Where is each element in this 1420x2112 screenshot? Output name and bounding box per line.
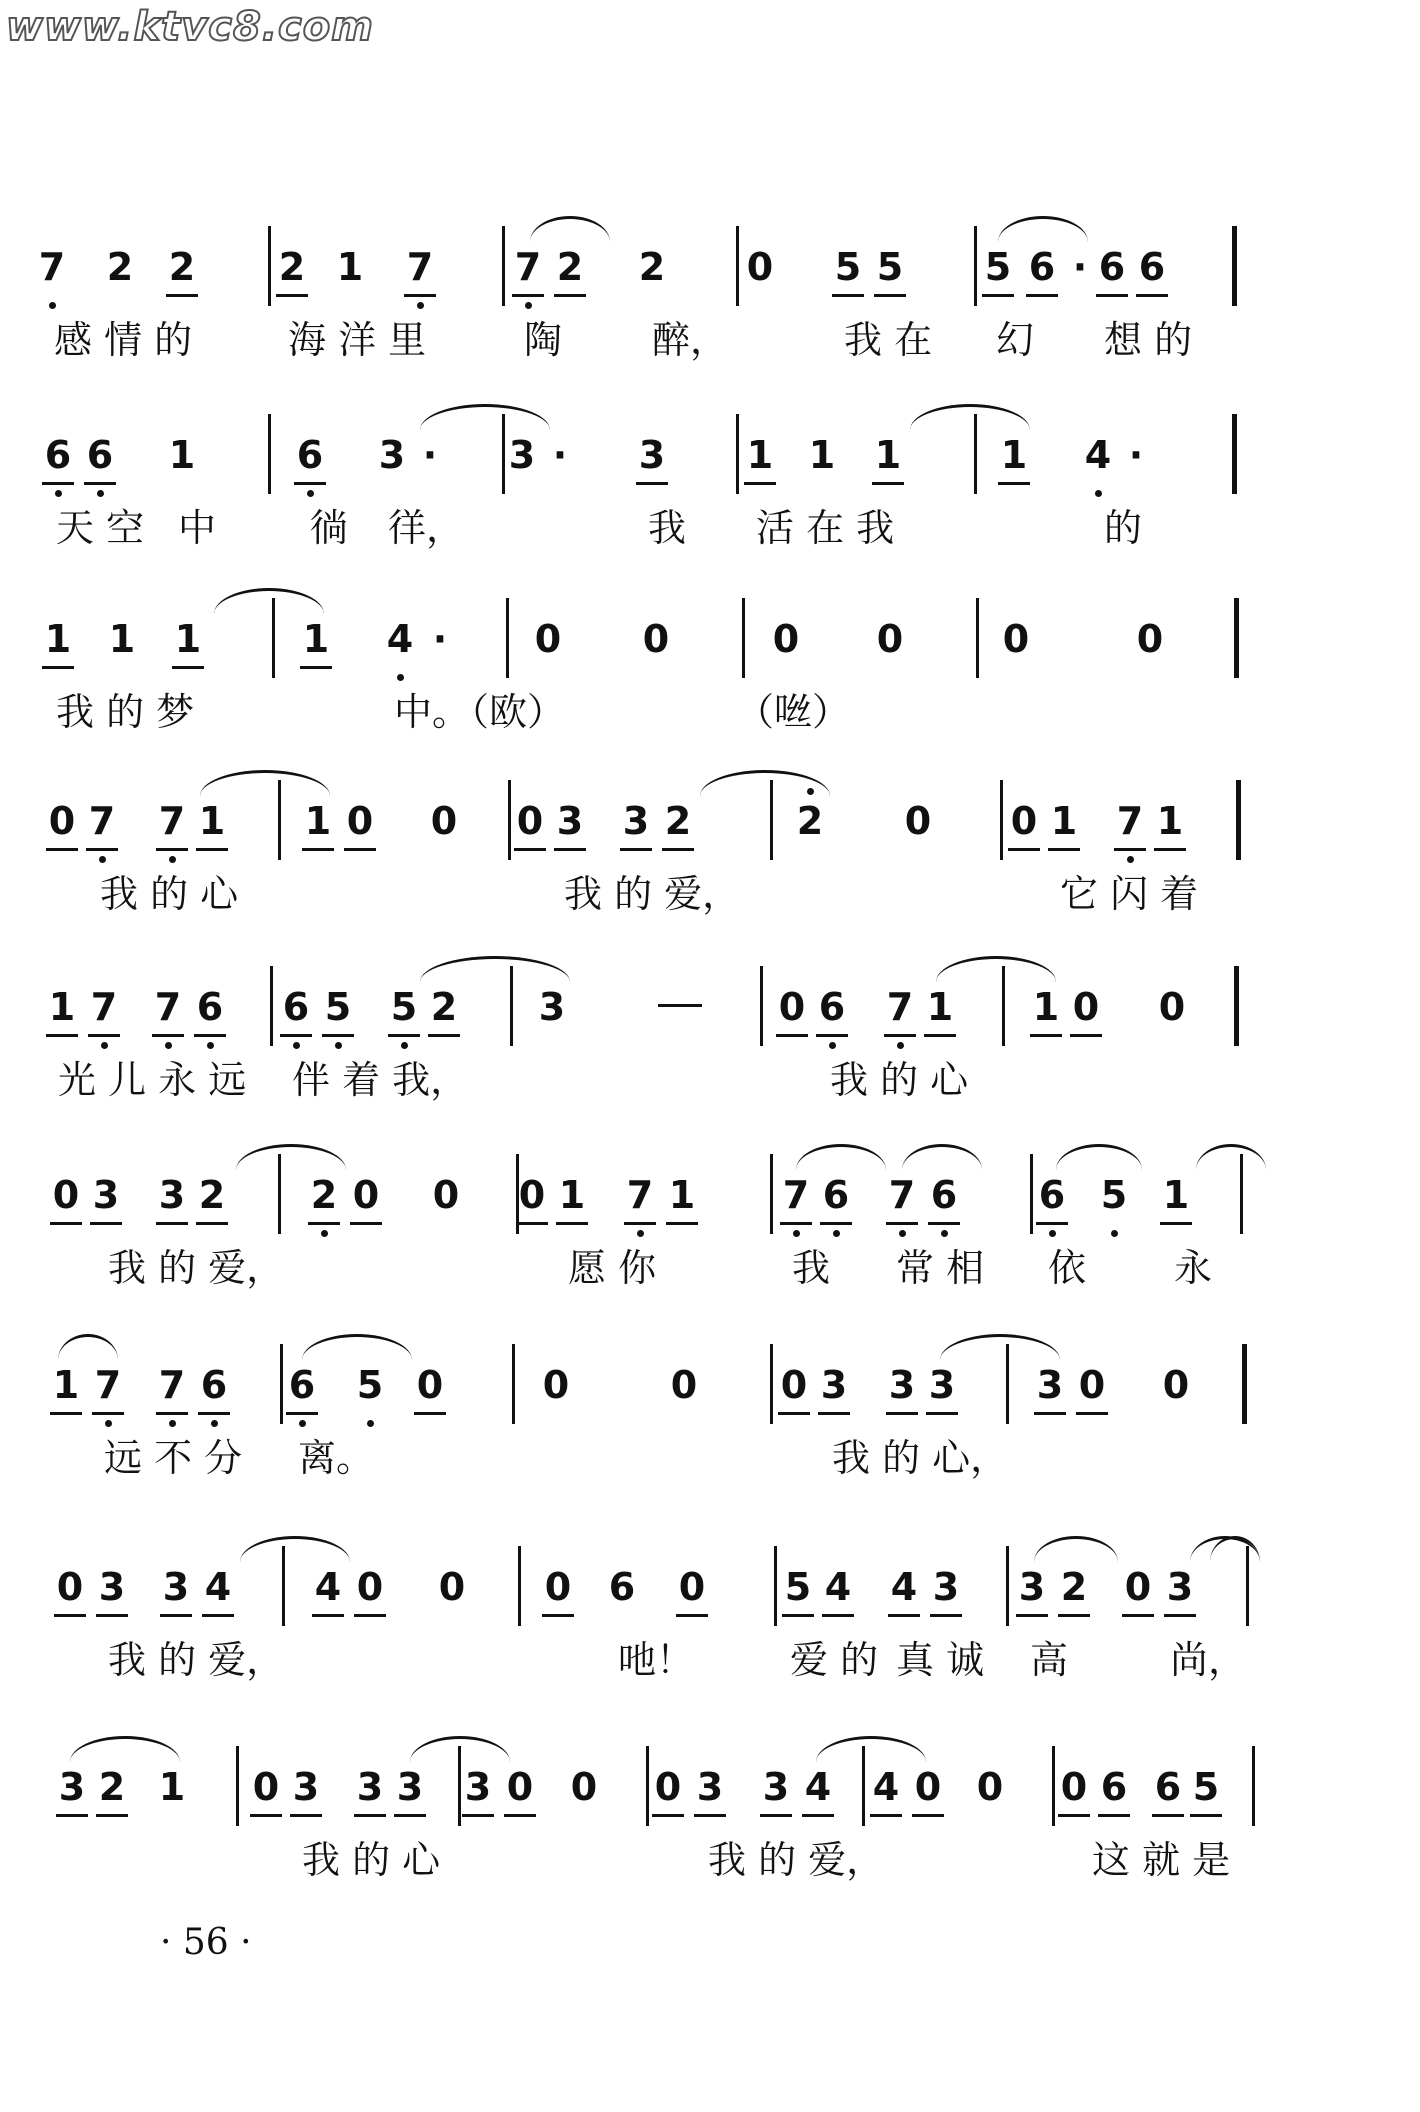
note: 0 <box>538 1562 578 1612</box>
note: 0 <box>430 799 458 843</box>
note: 1 <box>192 796 232 846</box>
notation-line <box>0 1360 1420 1430</box>
bar-line <box>1000 780 1003 860</box>
lyric-text: 我 <box>648 506 687 550</box>
augmentation-dot: · <box>422 433 438 477</box>
note: 6 <box>80 430 120 480</box>
note: 0 <box>340 796 380 846</box>
note: 3 <box>92 1562 132 1612</box>
note: 1 <box>168 433 196 477</box>
note: 6 <box>276 982 316 1032</box>
augmentation-dot: · <box>432 617 448 661</box>
lyric-text: 醉， <box>652 318 729 362</box>
lyrics-line <box>0 1830 1420 1890</box>
lyric-text: 中。（欧） <box>394 690 566 734</box>
note: 5 <box>778 1562 818 1612</box>
bar-line <box>974 226 977 306</box>
lyric-text: 高 <box>1030 1638 1069 1682</box>
lyric-text: 我 的 爱， <box>108 1246 285 1290</box>
note: 3 <box>156 1562 196 1612</box>
slur <box>998 216 1088 242</box>
slur <box>410 1736 510 1762</box>
lyric-text: 这 就 是 <box>1092 1838 1231 1882</box>
score-line <box>0 982 1420 1142</box>
note: 1 <box>38 614 78 664</box>
lyric-text: 我 的 心 <box>302 1838 441 1882</box>
note: 1 <box>808 433 836 477</box>
notation-line <box>0 430 1420 500</box>
note: 0 <box>1002 617 1030 661</box>
note: 6 <box>1094 1762 1134 1812</box>
slur <box>70 1736 180 1762</box>
note: 4 <box>198 1562 238 1612</box>
notation-line <box>0 614 1420 684</box>
lyric-text: 我 的 爱， <box>708 1838 885 1882</box>
lyric-text: 吔！ <box>618 1638 695 1682</box>
note: 3 <box>286 1762 326 1812</box>
note: 2 <box>106 245 134 289</box>
score-line <box>0 242 1420 402</box>
lyric-text: 感 情 的 <box>54 318 193 362</box>
lyric-text: 真 诚 <box>896 1638 985 1682</box>
note: 2 <box>162 242 202 292</box>
score-line <box>0 796 1420 956</box>
note: 1 <box>552 1170 592 1220</box>
note: 0 <box>672 1562 712 1612</box>
slur <box>236 1144 346 1170</box>
lyric-text: 我 的 梦 <box>56 690 195 734</box>
bar-line <box>742 598 745 678</box>
notation-line <box>0 982 1420 1052</box>
note: 5 <box>1186 1762 1226 1812</box>
lyric-text: 依 <box>1048 1246 1087 1290</box>
lyric-text: 光 儿 永 远 <box>58 1058 247 1102</box>
page-number: · 56 · <box>160 1922 252 1963</box>
note: 6 <box>190 982 230 1032</box>
extension-dash <box>658 1004 702 1007</box>
note: 0 <box>534 617 562 661</box>
note: 6 <box>816 1170 856 1220</box>
lyric-text: 它 闪 着 <box>1060 872 1199 916</box>
note: 3 <box>882 1360 922 1410</box>
lyric-text: 活 在 我 <box>756 506 895 550</box>
note: 0 <box>908 1762 948 1812</box>
note: 0 <box>670 1363 698 1407</box>
note: 0 <box>50 1562 90 1612</box>
lyrics-line <box>0 1630 1420 1690</box>
bar-line <box>268 414 271 494</box>
note: 6 <box>290 430 330 480</box>
note: 3 <box>152 1170 192 1220</box>
score-line <box>0 1360 1420 1520</box>
bar-line <box>1232 226 1237 306</box>
note: 0 <box>976 1765 1004 1809</box>
note: 6 <box>1132 242 1172 292</box>
note: 0 <box>500 1762 540 1812</box>
note: 3 <box>1030 1360 1070 1410</box>
score-line <box>0 1762 1420 1922</box>
note: 4 <box>866 1762 906 1812</box>
note: 7 <box>508 242 548 292</box>
note: 0 <box>510 796 550 846</box>
score-line <box>0 614 1420 774</box>
note: 3 <box>690 1762 730 1812</box>
note: 2 <box>92 1762 132 1812</box>
lyric-text: 海 洋 里 <box>288 318 427 362</box>
bar-line <box>512 1344 515 1424</box>
lyric-text: 愿 你 <box>568 1246 657 1290</box>
lyric-text: 离。 <box>298 1436 375 1480</box>
note: 5 <box>1094 1170 1134 1220</box>
score-line <box>0 1562 1420 1722</box>
lyric-text: 我 在 <box>844 318 933 362</box>
lyric-text: 中 <box>178 506 217 550</box>
augmentation-dot: · <box>552 433 568 477</box>
note: 6 <box>608 1565 636 1609</box>
slur <box>910 404 1030 430</box>
note: 0 <box>46 1170 86 1220</box>
lyric-text: 远 不 分 <box>104 1436 243 1480</box>
note: 1 <box>108 617 136 661</box>
bar-line <box>1234 598 1239 678</box>
note: 1 <box>1156 1170 1196 1220</box>
slur <box>240 1536 350 1562</box>
note: 0 <box>432 1173 460 1217</box>
lyric-text: 我 的 爱， <box>108 1638 285 1682</box>
lyric-text: 徉， <box>388 506 465 550</box>
note: 0 <box>904 799 932 843</box>
note: 7 <box>88 1360 128 1410</box>
note: 3 <box>550 796 590 846</box>
note: 4 <box>884 1562 924 1612</box>
note: 7 <box>32 242 72 292</box>
lyrics-line <box>0 1238 1420 1298</box>
bar-line <box>1242 1344 1247 1424</box>
note: 1 <box>336 245 364 289</box>
lyric-text: 伴 着 我， <box>292 1058 469 1102</box>
notation-line <box>0 242 1420 312</box>
note: 0 <box>410 1360 450 1410</box>
note: 3 <box>390 1762 430 1812</box>
note: 1 <box>1026 982 1066 1032</box>
note: 4 <box>798 1762 838 1812</box>
slur <box>902 1144 982 1170</box>
note: 6 <box>924 1170 964 1220</box>
slur <box>936 956 1056 982</box>
note: 1 <box>920 982 960 1032</box>
note: 1 <box>168 614 208 664</box>
bar-line <box>770 1154 773 1234</box>
note: 0 <box>1162 1363 1190 1407</box>
note: 0 <box>772 982 812 1032</box>
lyric-text: （咝） <box>736 690 851 734</box>
note: 0 <box>246 1762 286 1812</box>
note: 0 <box>1072 1360 1112 1410</box>
note: 5 <box>350 1360 390 1410</box>
note: 0 <box>876 617 904 661</box>
note: 1 <box>296 614 336 664</box>
note: 7 <box>152 796 192 846</box>
note: 1 <box>298 796 338 846</box>
note: 6 <box>194 1360 234 1410</box>
lyrics-line <box>0 498 1420 558</box>
note: 7 <box>776 1170 816 1220</box>
slur <box>214 588 324 614</box>
slur <box>1196 1144 1266 1170</box>
bar-line <box>270 966 273 1046</box>
note: 7 <box>82 796 122 846</box>
bar-line <box>774 1546 777 1626</box>
note: 0 <box>570 1765 598 1809</box>
note: 3 <box>814 1360 854 1410</box>
watermark: www.ktvc8.com <box>6 4 374 50</box>
note: 0 <box>772 617 800 661</box>
note: 3 <box>756 1762 796 1812</box>
lyric-text: 我 的 心 <box>100 872 239 916</box>
note: 7 <box>152 1360 192 1410</box>
lyric-text: 尚， <box>1170 1638 1247 1682</box>
note: 6 <box>1148 1762 1188 1812</box>
note: 3 <box>922 1360 962 1410</box>
slur <box>530 216 610 242</box>
slur <box>420 956 570 982</box>
lyric-text: 常 相 <box>896 1246 985 1290</box>
slur <box>1034 1536 1118 1562</box>
score-line <box>0 1170 1420 1330</box>
note: 3 <box>86 1170 126 1220</box>
lyrics-line <box>0 310 1420 370</box>
slur <box>302 1334 412 1360</box>
note: 3 <box>632 430 672 480</box>
note: 2 <box>658 796 698 846</box>
note: 0 <box>346 1170 386 1220</box>
bar-line <box>1252 1746 1255 1826</box>
lyric-text: 我 的 心 <box>830 1058 969 1102</box>
note: 1 <box>868 430 908 480</box>
note: 3 <box>508 433 536 477</box>
note: 3 <box>616 796 656 846</box>
note: 1 <box>662 1170 702 1220</box>
notation-line <box>0 796 1420 866</box>
note: 6 <box>1092 242 1132 292</box>
note: 7 <box>880 982 920 1032</box>
bar-line <box>1236 780 1241 860</box>
lyric-text: 幻 <box>996 318 1035 362</box>
slur <box>58 1334 118 1360</box>
bar-line <box>736 226 739 306</box>
note: 0 <box>1004 796 1044 846</box>
note: 6 <box>812 982 852 1032</box>
note: 0 <box>642 617 670 661</box>
note: 5 <box>870 242 910 292</box>
note: 3 <box>52 1762 92 1812</box>
slur <box>796 1144 886 1170</box>
note: 0 <box>1118 1562 1158 1612</box>
lyrics-line <box>0 1428 1420 1488</box>
note: 5 <box>318 982 358 1032</box>
note: 4 <box>380 614 420 664</box>
lyric-text: 我 的 心， <box>832 1436 1009 1480</box>
note: 0 <box>438 1565 466 1609</box>
note: 6 <box>282 1360 322 1410</box>
bar-line <box>760 966 763 1046</box>
note: 1 <box>46 1360 86 1410</box>
lyric-text: 我 <box>792 1246 831 1290</box>
note: 5 <box>384 982 424 1032</box>
lyric-text: 我 的 爱， <box>564 872 741 916</box>
lyric-text: 永 <box>1174 1246 1213 1290</box>
slur <box>1056 1144 1142 1170</box>
note: 4 <box>818 1562 858 1612</box>
note: 2 <box>790 796 830 846</box>
note: 1 <box>158 1765 186 1809</box>
note: 0 <box>1066 982 1106 1032</box>
note: 0 <box>1136 617 1164 661</box>
note: 3 <box>378 433 406 477</box>
augmentation-dot: · <box>1128 433 1144 477</box>
note: 7 <box>148 982 188 1032</box>
note: 7 <box>620 1170 660 1220</box>
lyric-text: 的 <box>1104 506 1143 550</box>
note: 2 <box>1054 1562 1094 1612</box>
note: 0 <box>774 1360 814 1410</box>
notation-line <box>0 1762 1420 1832</box>
lyrics-line <box>0 682 1420 742</box>
note: 2 <box>272 242 312 292</box>
bar-line <box>1234 966 1239 1046</box>
lyric-text: 陶 <box>524 318 563 362</box>
note: 6 <box>38 430 78 480</box>
notation-line <box>0 1562 1420 1632</box>
bar-line <box>506 598 509 678</box>
note: 1 <box>1150 796 1190 846</box>
note: 3 <box>926 1562 966 1612</box>
note: 2 <box>550 242 590 292</box>
lyric-text: 想 的 <box>1104 318 1193 362</box>
note: 7 <box>400 242 440 292</box>
note: 5 <box>828 242 868 292</box>
bar-line <box>976 598 979 678</box>
note: 0 <box>1054 1762 1094 1812</box>
bar-line <box>518 1546 521 1626</box>
augmentation-dot: · <box>1072 245 1088 289</box>
note: 4 <box>1078 430 1118 480</box>
score-line <box>0 430 1420 590</box>
note: 7 <box>882 1170 922 1220</box>
bar-line <box>236 1746 239 1826</box>
lyric-text: 天 空 <box>56 506 145 550</box>
note: 7 <box>84 982 124 1032</box>
note: 0 <box>746 245 774 289</box>
note: 1 <box>42 982 82 1032</box>
note: 2 <box>424 982 464 1032</box>
note: 4 <box>308 1562 348 1612</box>
note: 1 <box>740 430 780 480</box>
notation-line <box>0 1170 1420 1240</box>
bar-line <box>1232 414 1237 494</box>
note: 0 <box>512 1170 552 1220</box>
note: 6 <box>1032 1170 1072 1220</box>
note: 6 <box>1022 242 1062 292</box>
bar-line <box>1006 1546 1009 1626</box>
note: 0 <box>350 1562 390 1612</box>
note: 0 <box>1158 985 1186 1029</box>
bar-line <box>502 226 505 306</box>
bar-line <box>770 1344 773 1424</box>
lyrics-line <box>0 1050 1420 1110</box>
note: 2 <box>638 245 666 289</box>
lyric-text: 徜 <box>310 506 349 550</box>
note: 1 <box>994 430 1034 480</box>
bar-line <box>736 414 739 494</box>
note: 3 <box>458 1762 498 1812</box>
note: 2 <box>304 1170 344 1220</box>
note: 3 <box>1160 1562 1200 1612</box>
note: 7 <box>1110 796 1150 846</box>
note: 0 <box>42 796 82 846</box>
note: 3 <box>538 985 566 1029</box>
lyrics-line <box>0 864 1420 924</box>
note: 3 <box>350 1762 390 1812</box>
lyric-text: 爱 的 <box>790 1638 879 1682</box>
slur <box>816 1736 926 1762</box>
note: 5 <box>978 242 1018 292</box>
note: 2 <box>192 1170 232 1220</box>
note: 0 <box>648 1762 688 1812</box>
note: 0 <box>542 1363 570 1407</box>
note: 3 <box>1012 1562 1052 1612</box>
bar-line <box>268 226 271 306</box>
note: 1 <box>1044 796 1084 846</box>
slur <box>420 404 550 430</box>
slur <box>940 1334 1060 1360</box>
